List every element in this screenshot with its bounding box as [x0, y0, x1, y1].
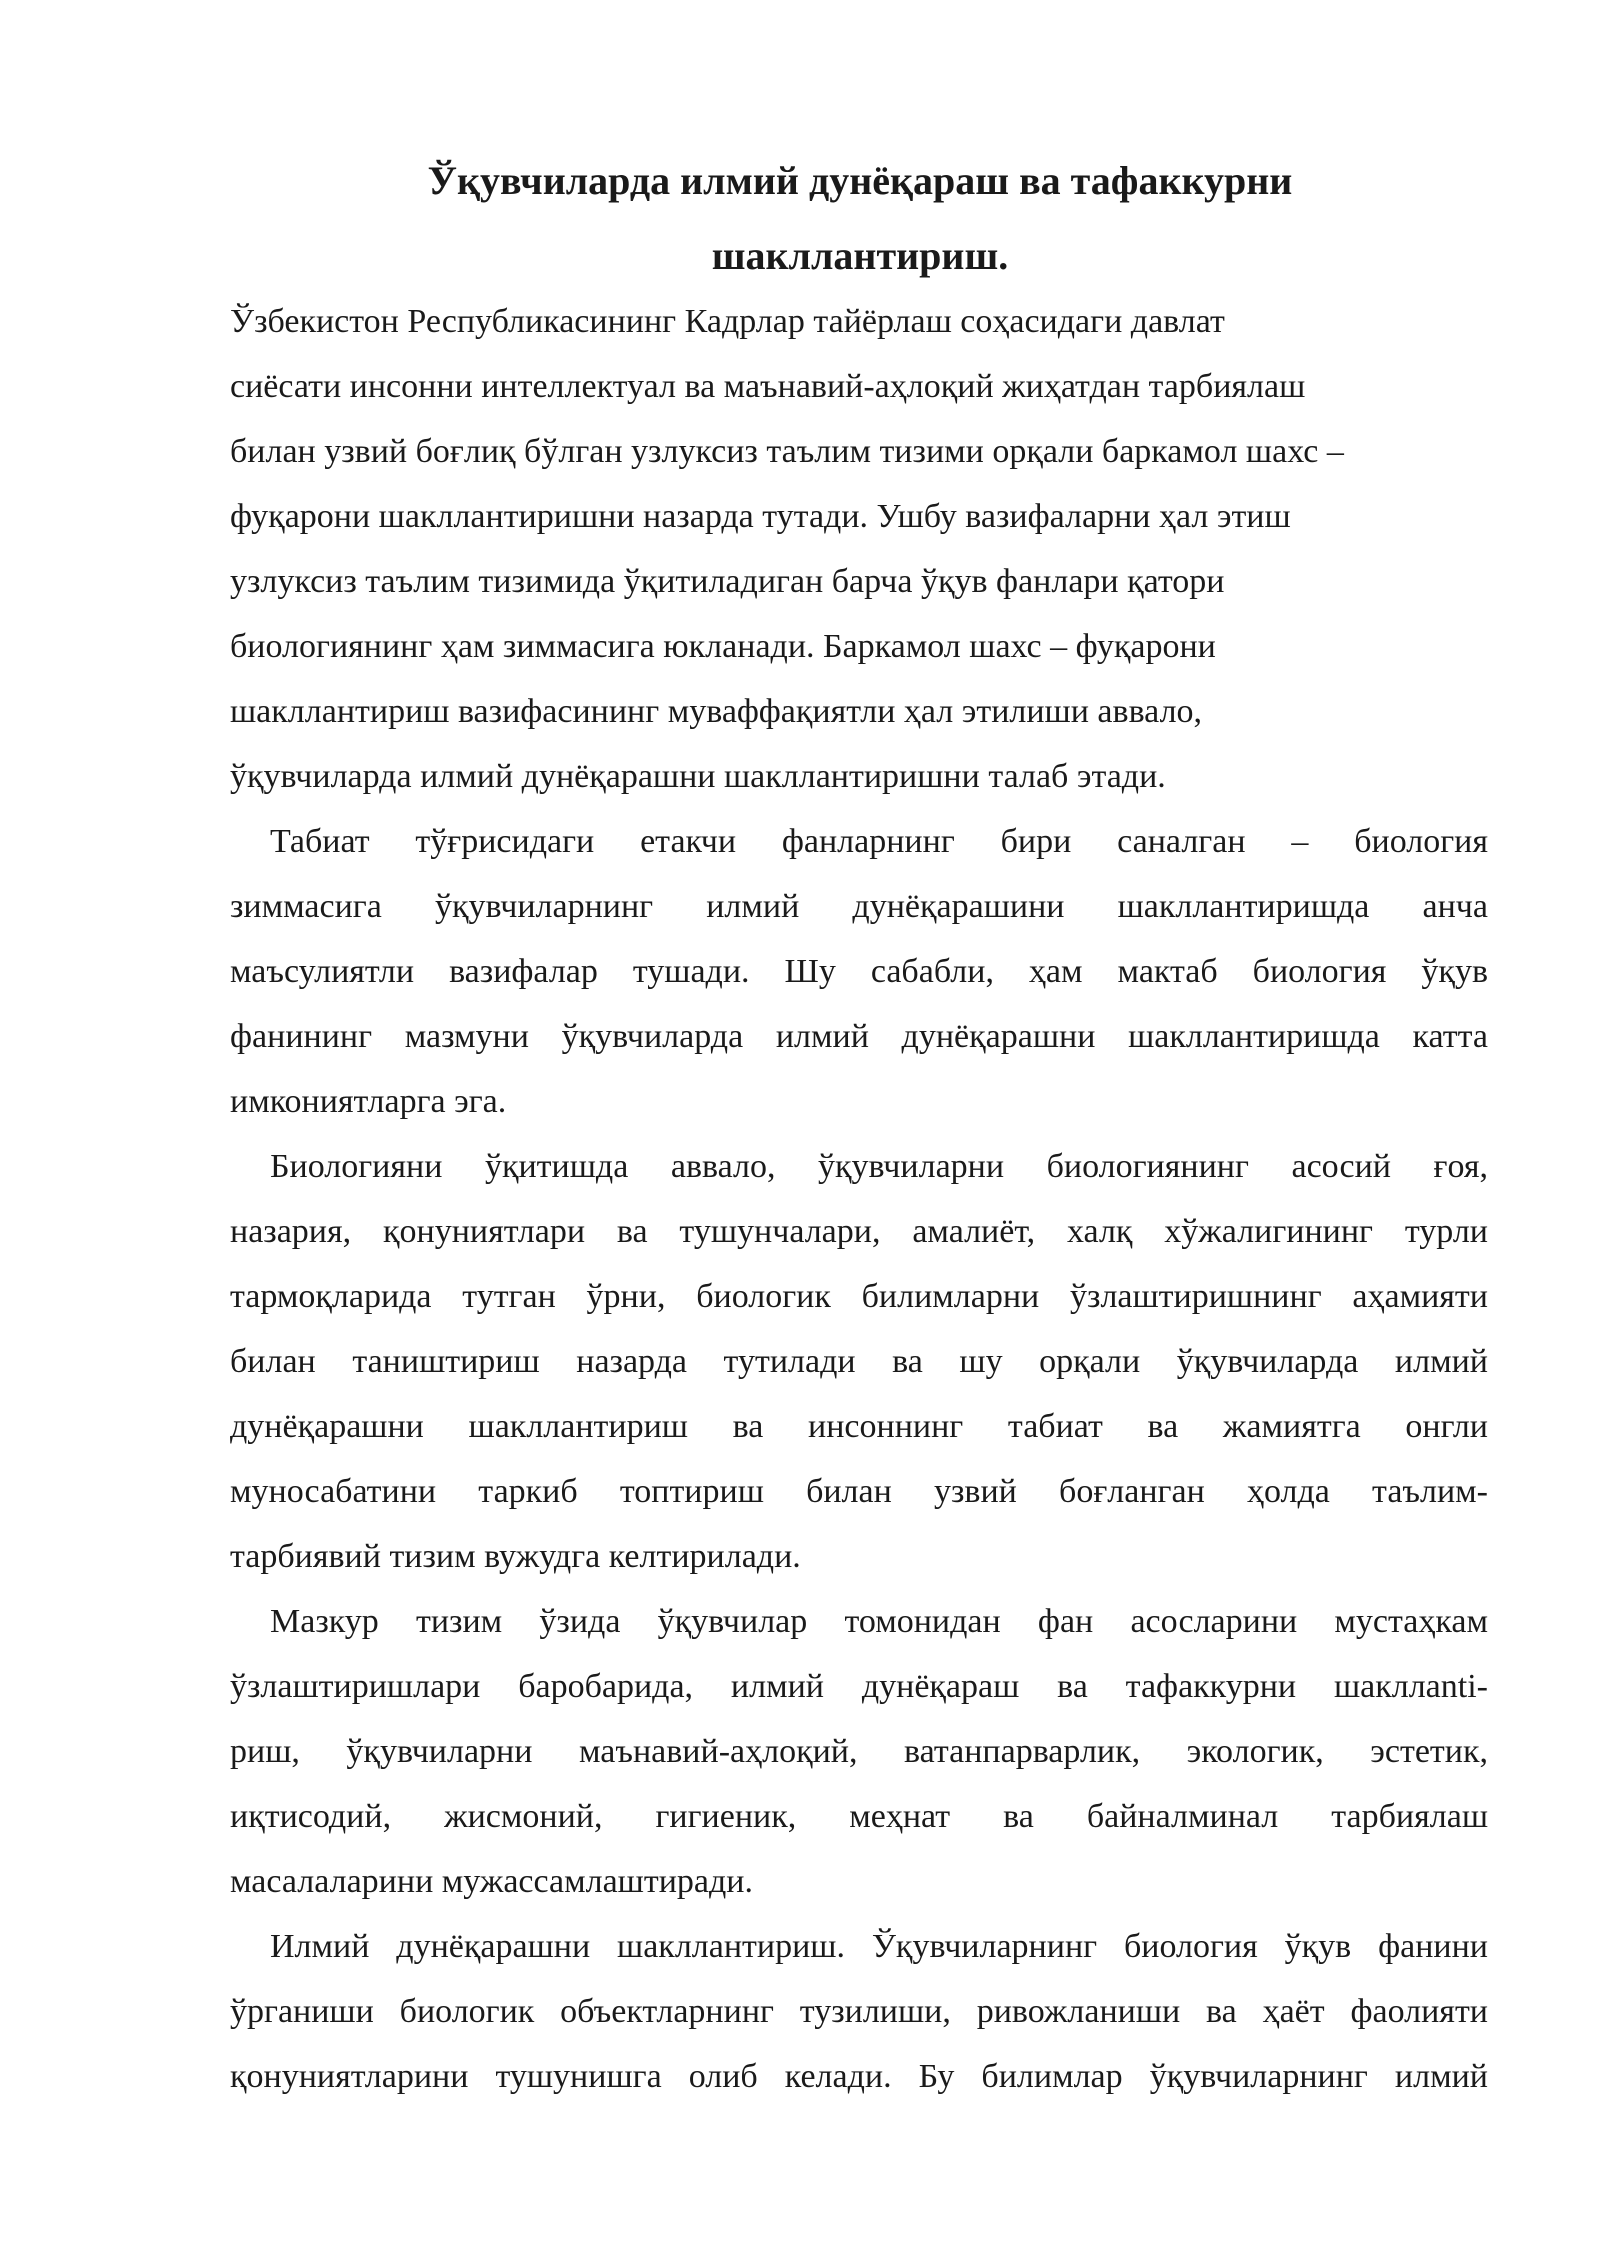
text-line: фанининг мазмуни ўқувчиларда илмий дунёқарашни шакллантиришда катта [230, 1018, 1488, 1055]
text-line: маъсулиятли вазифалар тушади. Шу сабабли, ҳам мактаб биология ўқув [230, 953, 1488, 990]
text-line: Биологияни ўқитишда аввало, ўқувчиларни биологиянинг асосий ғоя, [270, 1148, 1488, 1185]
text-line: имкониятларга эга. [230, 1083, 507, 1120]
text-line: фуқарони шакллантиришни назарда тутади. Ушбу вазифаларни ҳал этиш [230, 498, 1291, 535]
text-line: билан таништириш назарда тутилади ва шу орқали ўқувчиларда илмий [230, 1343, 1488, 1380]
text-line: қонуниятларини тушунишга олиб келади. Бу билимлар ўқувчиларнинг илмий [230, 2058, 1488, 2095]
text-line: шакллантириш вазифасининг муваффақиятли ҳал этилиши аввало, [230, 693, 1203, 730]
text-line: узлуксиз таълим тизимида ўқитиладиган барча ўқув фанлари қатори [230, 563, 1225, 600]
text-line: биологиянинг ҳам зиммасига юкланади. Баркамол шахс – фуқарони [230, 628, 1216, 665]
document-title-line-1: Ўқувчиларда илмий дунёқараш ва тафаккурни [427, 158, 1293, 203]
text-line: ўрганиши биологик объектларнинг тузилиши, ривожланиши ва ҳаёт фаолияти [230, 1993, 1488, 2030]
text-line: муносабатини таркиб топтириш билан узвий боғланган ҳолда таълим- [230, 1473, 1488, 1510]
text-line: риш, ўқувчиларни маънавий-аҳлоқий, ватанпарварлик, экологик, эстетик, [230, 1733, 1488, 1770]
text-line: сиёсати инсонни интеллектуал ва маънавий-аҳлоқий жиҳатдан тарбиялаш [230, 368, 1306, 405]
text-line: ўқувчиларда илмий дунёқарашни шакллантиришни талаб этади. [230, 758, 1166, 795]
text-line: ўзлаштиришлари баробарида, илмий дунёқараш ва тафаккурни шакллanti- [230, 1668, 1488, 1705]
text-line: Табиат тўғрисидаги етакчи фанларнинг бири саналган – биология [270, 823, 1488, 860]
text-line: масалаларини мужассамлаштиради. [230, 1863, 753, 1900]
document-title-line-2: шакллантириш. [711, 233, 1009, 278]
text-line: зиммасига ўқувчиларнинг илмий дунёқарашини шакллантиришда анча [230, 888, 1488, 925]
text-line: билан узвий боғлиқ бўлган узлуксиз таълим тизими орқали баркамол шахс – [230, 433, 1344, 470]
text-line: назария, қонуниятлари ва тушунчалари, амалиёт, халқ хўжалигининг турли [230, 1213, 1488, 1250]
text-line: иқтисодий, жисмоний, гигиеник, меҳнат ва байналминал тарбиялаш [230, 1798, 1488, 1835]
text-line: тарбиявий тизим вужудга келтирилади. [230, 1538, 801, 1575]
text-line: тармоқларида тутган ўрни, биологик билимларни ўзлаштиришнинг аҳамияти [230, 1278, 1488, 1315]
text-line: Ўзбекистон Республикасининг Кадрлар тайёрлаш соҳасидаги давлат [230, 303, 1225, 340]
text-line: дунёқарашни шакллантириш ва инсоннинг табиат ва жамиятга онгли [230, 1408, 1488, 1445]
text-line: Илмий дунёқарашни шакллантириш. Ўқувчиларнинг биология ўқув фанини [270, 1928, 1488, 1965]
text-line: Мазкур тизим ўзида ўқувчилар томонидан фан асосларини мустаҳкам [270, 1603, 1488, 1640]
